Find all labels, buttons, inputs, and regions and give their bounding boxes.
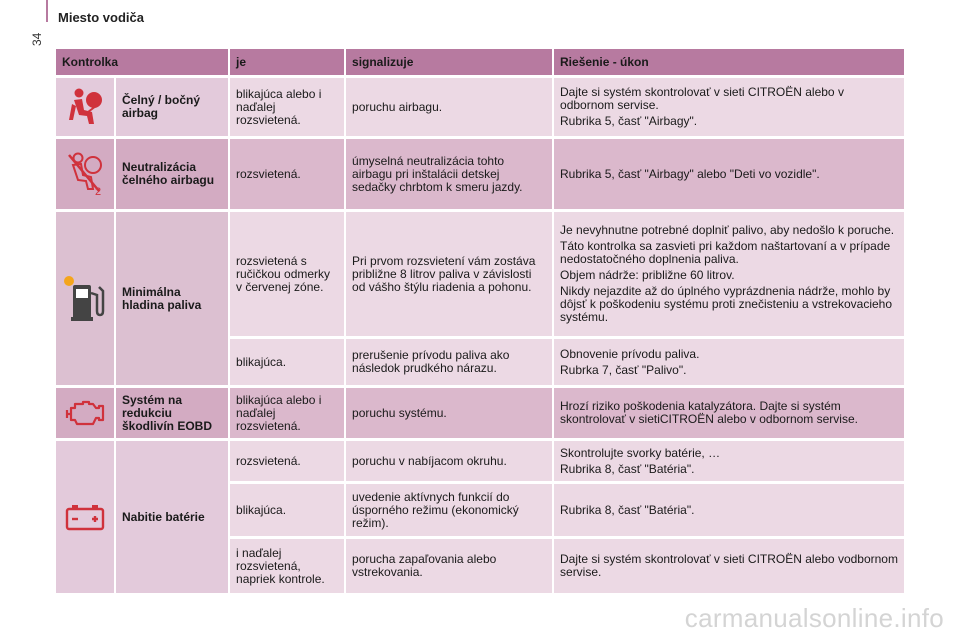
indicator-name: Čelný / bočný airbag [116,78,230,136]
state-cell: rozsvietená. [230,139,346,209]
solution-text: Dajte si systém skontrolovať v sieti CITROËN alebo v odbornom servise. [560,85,844,112]
signal-cell: prerušenie prívodu paliva ako následok prudkého nárazu. [346,339,554,385]
header-signalizuje: signalizuje [346,49,554,75]
state-cell: rozsvietená s ručičkou odmerky v červenej zóne. [230,212,346,336]
indicator-name: Systém na redukciu škodlivín EOBD [116,388,230,438]
solution-text: Rubrka 7, časť "Palivo". [560,362,687,377]
solution-text: Skontrolujte svorky batérie, … [560,445,721,460]
solution-text: Obnovenie prívodu paliva. [560,346,700,361]
solution-cell [554,388,904,438]
page-title: Miesto vodiča [58,10,144,25]
solution-text: Je nevyhnutne potrebné doplniť palivo, aby nedošlo k poruche. [560,223,895,237]
icon-cell [56,212,116,385]
indicator-table [56,46,904,596]
state-cell: rozsvietená. [230,441,346,481]
solution-text: Nikdy nejazdite až do úplného vyprázdnenia nádrže, mohlo by dôjsť k poškodeniu systému proti znečisteniu a vstrekovacieho systému. [560,284,893,324]
signal-cell: uvedenie aktívnych funkcií do úsporného režimu (ekonomický režim). [346,484,554,536]
svg-text:2: 2 [95,186,102,197]
icon-cell [56,78,116,136]
solution-cell [554,139,904,209]
solution-text: Hrozí riziko poškodenia katalyzátora. Dajte si systém skontrolovať v sietiCITROËN alebo v odbornom servise. [560,399,858,426]
table-row [56,212,904,336]
solution-text: Objem nádrže: približne 60 litrov. [560,268,735,282]
state-cell: i naďalej rozsvietená, napriek kontrole. [230,539,346,593]
fuel-pump-icon [63,291,107,305]
table-row [56,78,904,136]
solution-text: Rubrika 8, časť "Batéria". [560,502,695,517]
state-cell: blikajúca. [230,484,346,536]
solution-text: Táto kontrolka sa zasvieti pri každom naštartovaní a v prípade nedostatočného doplnenia paliva. [560,239,891,266]
indicator-name: Nabitie batérie [116,441,230,593]
solution-cell [554,539,904,593]
solution-cell [554,484,904,536]
header-riesenie: Riešenie - úkon [554,49,904,75]
state-cell: blikajúca alebo i naďalej rozsvietená. [230,388,346,438]
battery-icon [65,509,105,523]
solution-text: Rubrika 8, časť "Batéria". [560,461,695,476]
page-number: 34 [30,32,44,46]
icon-cell [56,441,116,593]
watermark: carmanualsonline.info [684,603,944,633]
state-cell: blikajúca. [230,339,346,385]
airbag-icon [66,99,104,113]
airbag-off-icon [65,166,105,197]
solution-cell [554,441,904,481]
table-row [56,388,904,438]
solution-cell [554,212,904,336]
signal-cell: poruchu v nabíjacom okruhu. [346,441,554,481]
solution-text: Dajte si systém skontrolovať v sieti CITROËN alebo vodbornom servise. [560,552,898,579]
signal-cell: úmyselná neutralizácia tohto airbagu pri inštalácii detskej sedačky chrbtom k smeru jazdy. [346,139,554,209]
side-rule [46,0,48,22]
engine-icon [65,405,105,419]
solution-cell [554,78,904,136]
solution-cell [554,339,904,385]
header-je: je [230,49,346,75]
icon-cell [56,139,116,209]
solution-text: Rubrika 5, časť "Airbagy". [560,114,698,128]
signal-cell: poruchu airbagu. [346,78,554,136]
header-kontrolka: Kontrolka [56,49,230,75]
icon-cell [56,388,116,438]
table-row [56,139,904,209]
signal-cell: Pri prvom rozsvietení vám zostáva približne 8 litrov paliva v závislosti od vášho štýlu riadenia a pohonu. [346,212,554,336]
signal-cell: porucha zapaľovania alebo vstrekovania. [346,539,554,593]
table-row [56,441,904,481]
signal-cell: poruchu systému. [346,388,554,438]
indicator-name: Minimálna hladina paliva [116,212,230,385]
state-cell: blikajúca alebo i naďalej rozsvietená. [230,78,346,136]
solution-text: Rubrika 5, časť "Airbagy" alebo "Deti vo vozidle". [560,166,820,181]
table-header-row [56,49,904,75]
indicator-name: Neutralizácia čelného airbagu [116,139,230,209]
